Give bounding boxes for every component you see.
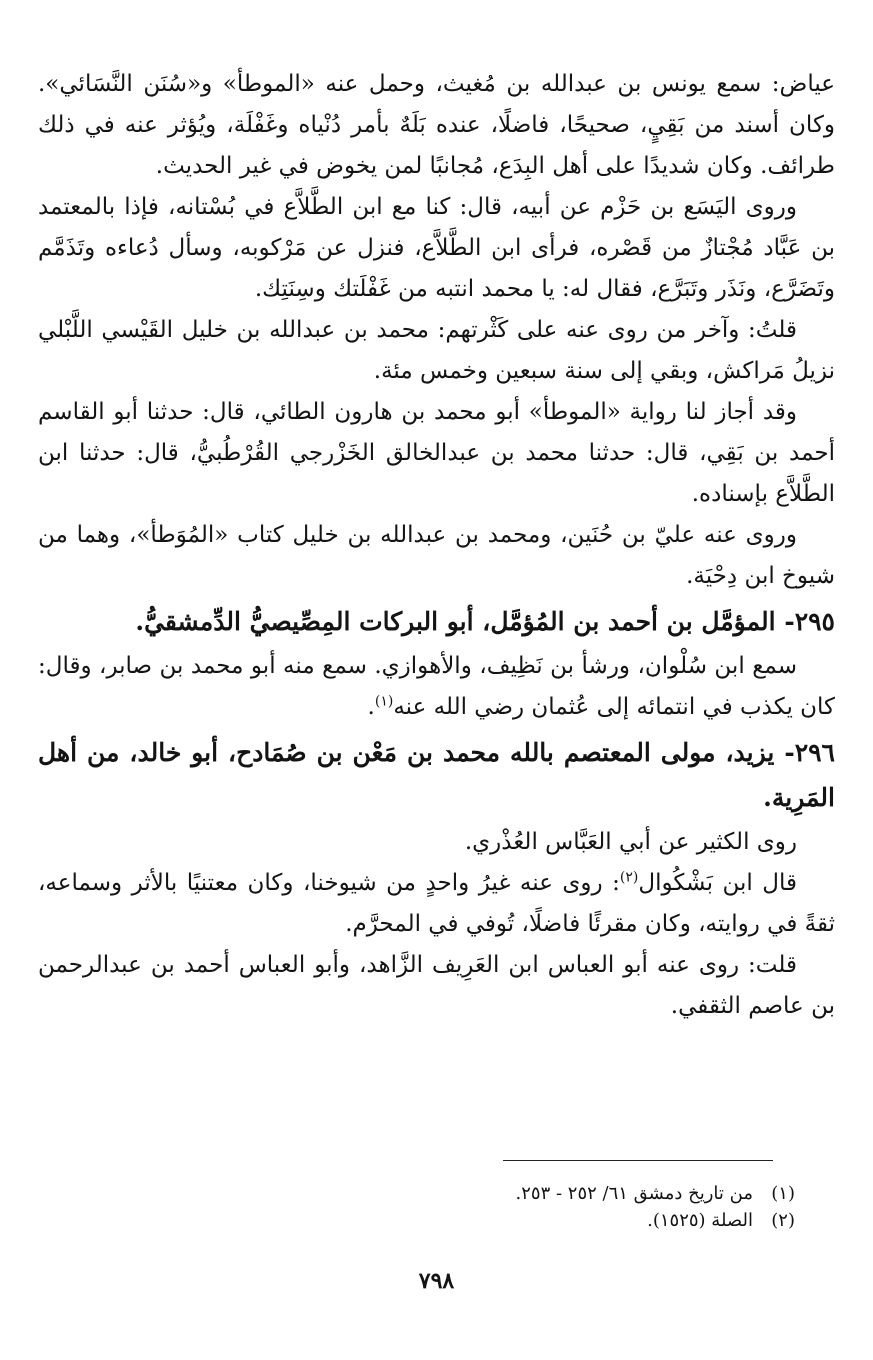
page-number: ٧٩٨ xyxy=(418,1268,455,1294)
footnote-1 xyxy=(38,1180,795,1207)
footnote-divider xyxy=(503,1160,773,1161)
footnote-text: من تاريخ دمشق ٦١/ ٢٥٢ - ٢٥٣. xyxy=(515,1183,753,1204)
paragraph-end: . xyxy=(367,694,375,720)
footnote-text: الصلة (١٥٢٥). xyxy=(647,1210,753,1231)
paragraph-entry-296-narration: روى الكثير عن أبي العَبَّاس العُذْري. xyxy=(464,829,797,855)
footnote-reference-2[interactable]: (٢) xyxy=(619,869,639,886)
paragraph-qultu: قلت: روى عنه أبو العباس ابن العَرِيف الزَّاهد، وأبو العباس أحمد بن عبدالرحمن بن عاصم الثقفي. xyxy=(38,952,835,1019)
main-text xyxy=(38,64,835,1027)
paragraph-text: سمع ابن سُلْوان، ورشأ بن نَظِيف، والأهوازي. سمع منه أبو محمد بن صابر، وقال: كان يكذب في انتمائه إلى عُثمان رضي الله عنه xyxy=(38,653,835,720)
paragraph-iyad: عياض: سمع يونس بن عبدالله بن مُغيث، وحمل عنه «الموطأ» و«سُنَن النَّسَائي». وكان أسند من بَقِيٍ، صحيحًا، فاضلًا، عنده بَلَهٌ بأمر دُنْياه وغَفْلَة، ويُؤثر عنه في ذلك طرائف. وكان شديدًا على أهل البِدَع، مُجانبًا لمن يخوض في غير الحديث. xyxy=(38,71,835,179)
paragraph-start: قال ابن بَشْكُوال xyxy=(638,870,797,896)
paragraph-yasa-narration: وروى اليَسَع بن حَزْم عن أبيه، قال: كنا مع ابن الطَّلاَّع في بُسْتانه، فإذا بالمعتمد بن عَبَّاد مُجْتازٌ من قَصْره، فرأى ابن الطَّلاَّع، فنزل عن مَرْكوبه، وسأل دُعاءه وتَذَمَّم وتَضَرَّع، ونَذَر وتَبَرَّع، فقال له: يا محمد انتبه من غَفْلَتك وسِنَتِك. xyxy=(38,194,835,302)
footnote-reference-1[interactable]: (١) xyxy=(374,693,394,710)
paragraph-last-narrator: قلتُ: وآخر من روى عنه على كَثْرتهم: محمد بن عبدالله بن خليل القَيْسي اللَّبْلي نزيلُ مَراكش، وبقي إلى سنة سبعين وخمس مئة. xyxy=(38,317,835,384)
footnotes xyxy=(38,1180,795,1234)
paragraph-entry-295 xyxy=(38,646,835,728)
entry-heading-296: ٢٩٦- يزيد، مولى المعتصم بالله محمد بن مَعْن بن صُمَادح، أبو خالد، من أهل المَرِية. xyxy=(38,738,835,812)
footnote-number: (١) xyxy=(771,1183,795,1204)
footnote-2 xyxy=(38,1207,795,1234)
paragraph-students: وروى عنه عليّ بن حُنَين، ومحمد بن عبدالله بن خليل كتاب «المُوَطأ»، وهما من شيوخ ابن دِحْيَة. xyxy=(38,522,835,589)
paragraph-muwatta-chain: وقد أجاز لنا رواية «الموطأ» أبو محمد بن هارون الطائي، قال: حدثنا أبو القاسم أحمد بن بَقِي، قال: حدثنا محمد بن عبدالخالق الخَزْرجي القُرْطُبيُّ، قال: حدثنا ابن الطَّلاَّع بإسناده. xyxy=(38,399,835,507)
entry-heading-295: ٢٩٥- المؤمَّل بن أحمد بن المُؤمَّل، أبو البركات المِصِّيصيُّ الدِّمشقيُّ. xyxy=(135,607,835,636)
footnote-number: (٢) xyxy=(771,1210,795,1231)
paragraph-text: : روى عنه غيرُ واحدٍ من شيوخنا، وكان معتنيًا بالأثر وسماعه، ثقةً في روايته، وكان مقرئًا فاضلًا، تُوفي في المحرَّم. xyxy=(38,870,835,937)
paragraph-ibn-bashkuwal xyxy=(38,863,835,945)
